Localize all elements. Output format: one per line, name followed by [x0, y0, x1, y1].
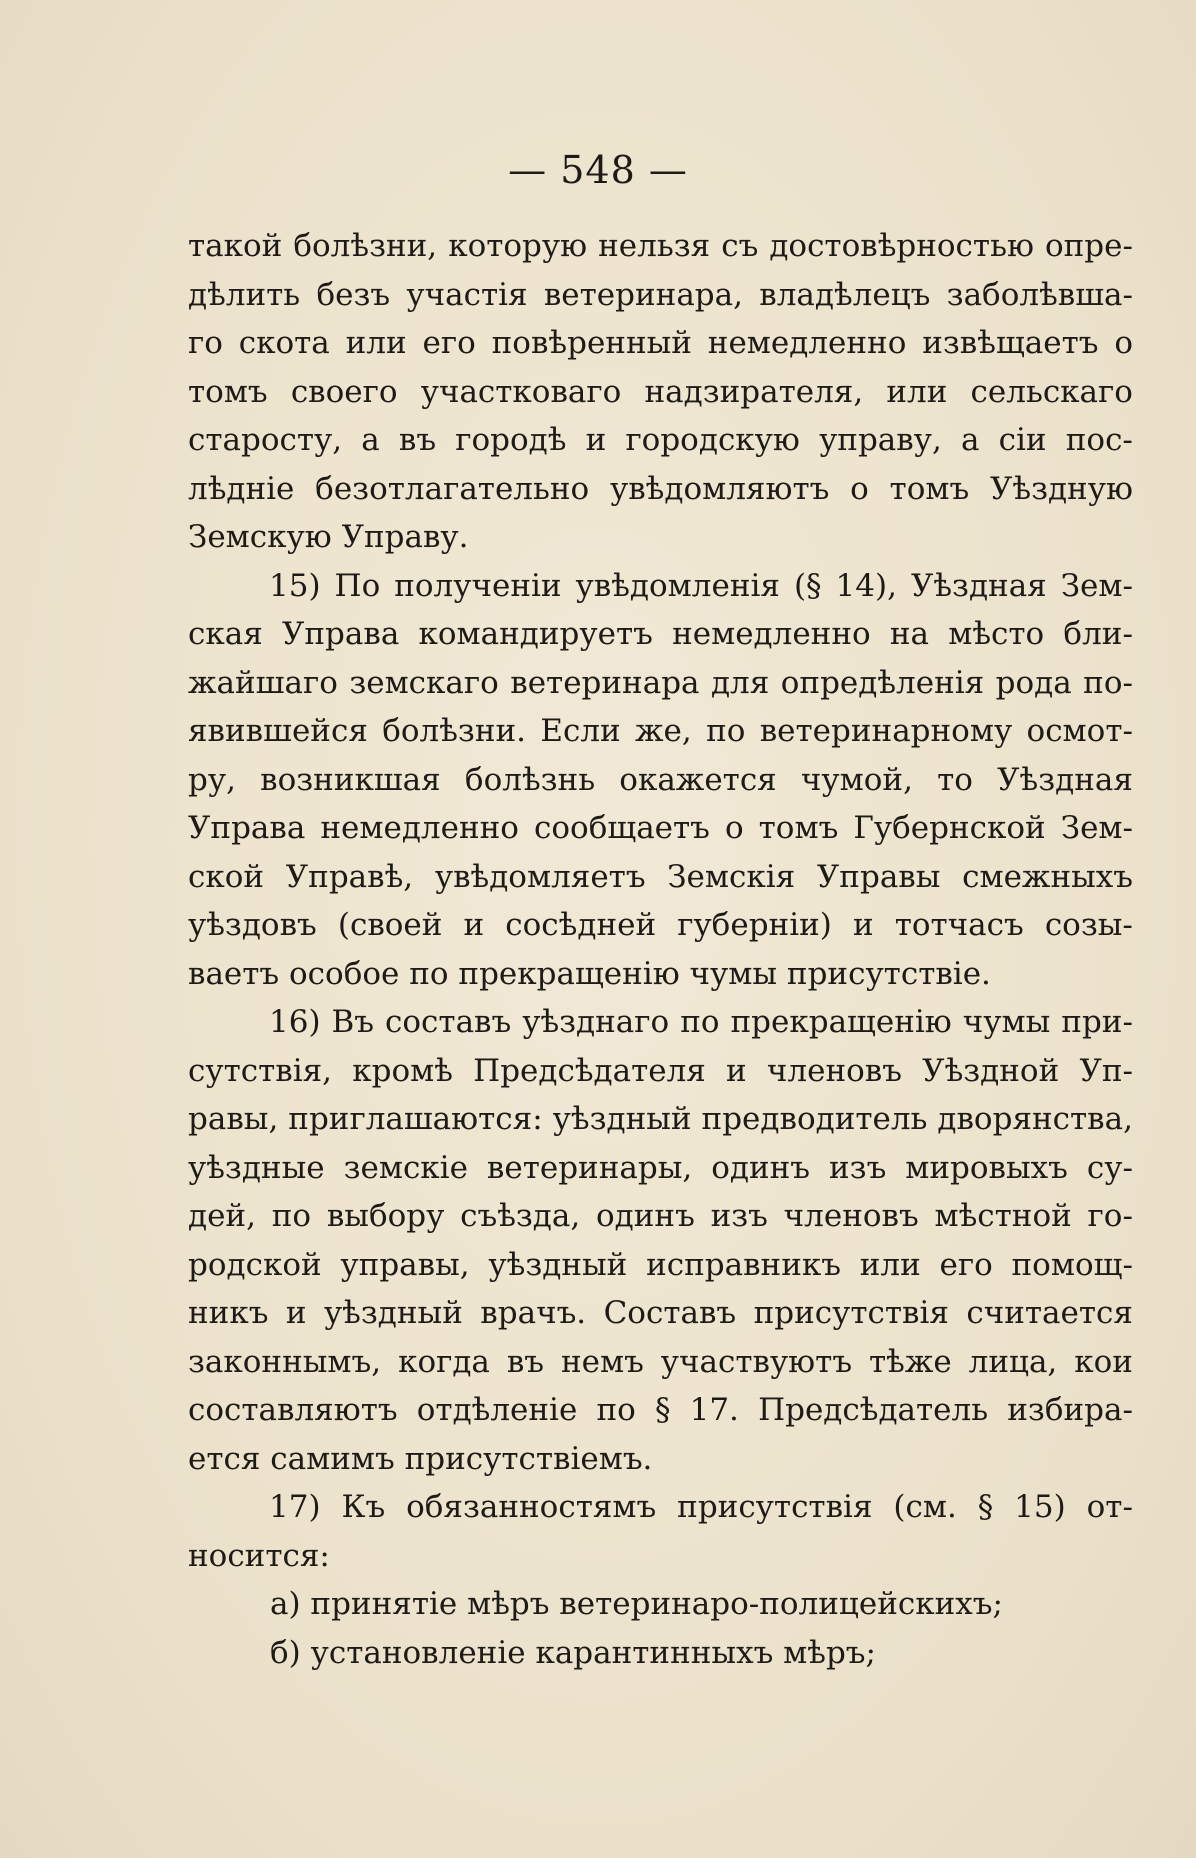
page-number: — 548 —: [508, 148, 688, 192]
text-line: уѣздовъ (своей и сосѣдней губерніи) и тотчасъ созы-: [188, 907, 1133, 943]
text-line: 16) Въ составъ уѣзднаго по прекращенію чумы при-: [269, 1004, 1133, 1040]
text-line: старосту, а въ городѣ и городскую управу, а сіи пос-: [188, 422, 1133, 458]
text-line: Управа немедленно сообщаетъ о томъ Губернской Зем-: [188, 810, 1133, 846]
text-line: ру, возникшая болѣзнь окажется чумой, то Уѣздная: [188, 761, 1133, 798]
text-line: явившейся болѣзни. Если же, по ветеринарному осмот-: [188, 713, 1133, 749]
text-line: родской управы, уѣздный исправникъ или его помощ-: [188, 1246, 1133, 1283]
text-line: уѣздные земскіе ветеринары, одинъ изъ мировыхъ су-: [188, 1149, 1133, 1186]
text-line: ская Управа командируетъ немедленно на мѣсто бли-: [188, 616, 1133, 652]
text-line: ваетъ особое по прекращенію чумы присутствіе.: [188, 955, 991, 992]
text-line: Земскую Управу.: [188, 519, 469, 555]
text-line: лѣдніе безотлагательно увѣдомляютъ о томъ Уѣздную: [188, 470, 1133, 507]
text-line: ется самимъ присутствіемъ.: [188, 1440, 653, 1477]
text-line: жайшаго земскаго ветеринара для опредѣленія рода по-: [188, 664, 1133, 701]
text-line: носится:: [188, 1537, 330, 1574]
text-line: равы, приглашаются: уѣздный предводитель дворянства,: [188, 1101, 1133, 1137]
text-line: ской Управѣ, увѣдомляетъ Земскія Управы смежныхъ: [188, 858, 1133, 895]
text-line: томъ своего участковаго надзирателя, или сельскаго: [188, 373, 1133, 410]
text-line: сутствія, кромѣ Предсѣдателя и членовъ Уѣздной Уп-: [188, 1052, 1133, 1089]
text-line: б) установленіе карантинныхъ мѣръ;: [270, 1634, 876, 1671]
body-text: [188, 222, 1133, 1677]
text-line: такой болѣзни, которую нельзя съ достовѣрностью опре-: [188, 228, 1133, 264]
text-line: законнымъ, когда въ немъ участвуютъ тѣже лица, кои: [188, 1343, 1133, 1380]
text-line: никъ и уѣздный врачъ. Составъ присутствія считается: [188, 1295, 1133, 1331]
text-line: го скота или его повѣренный немедленно извѣщаетъ о: [188, 325, 1133, 361]
text-line: а) принятіе мѣръ ветеринаро-полицейскихъ;: [270, 1586, 1003, 1622]
text-line: дей, по выбору съѣзда, одинъ изъ членовъ мѣстной го-: [188, 1198, 1133, 1234]
text-line: составляютъ отдѣленіе по § 17. Предсѣдатель избира-: [188, 1392, 1133, 1428]
text-line: 17) Къ обязанностямъ присутствія (см. § 15) от-: [269, 1489, 1133, 1525]
text-line: 15) По полученіи увѣдомленія (§ 14), Уѣздная Зем-: [269, 567, 1133, 604]
text-line: дѣлить безъ участія ветеринара, владѣлецъ заболѣвша-: [188, 276, 1133, 313]
